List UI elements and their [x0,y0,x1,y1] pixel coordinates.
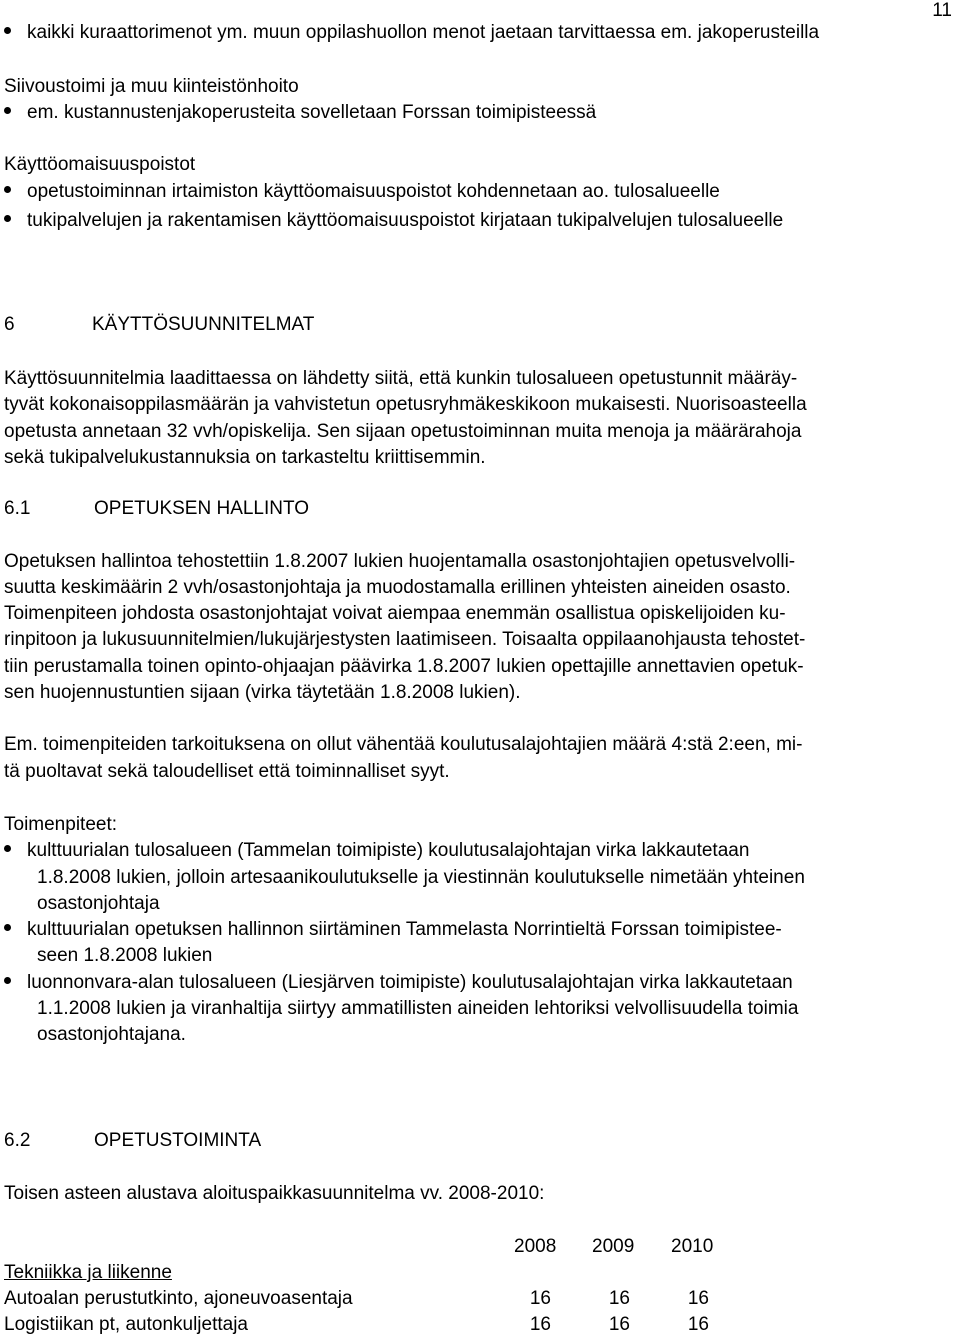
table-cell: 16 [608,1314,630,1335]
list-item-text: kulttuurialan opetuksen hallinnon siirtäminen Tammelasta Norrintieltä Forssan toimipistee- [27,919,782,940]
table-cell: 16 [687,1288,709,1309]
paragraph-line: opetusta annetaan 32 vvh/opiskelija. Sen sijaan opetustoiminnan muita menoja ja määrärahoja [4,421,802,442]
paragraph-line: Toimenpiteen johdosta osastonjohtajat voivat aiempaa enemmän osallistua opiskelijoiden ku- [4,603,786,624]
paragraph-line: tä puoltavat sekä taloudelliset että toiminnalliset syyt. [4,761,450,782]
subheading-poistot: Käyttöomaisuuspoistot [4,154,196,175]
table-row-label: Logistiikan pt, autonkuljettaja [4,1314,248,1335]
paragraph-line: suutta keskimäärin 2 vvh/osastonjohtaja ja muodostamalla erillinen yhteisten aineiden osasto. [4,577,791,598]
table-cell: 16 [529,1314,551,1335]
paragraph-line: tyvät kokonaisoppilasmäärän ja vahvistetun opetusryhmäkeskikoon mukaisesti. Nuorisoasteella [4,394,807,415]
section-number: 6 [4,314,15,335]
list-item [4,210,783,232]
table-header-year: 2008 [514,1236,557,1257]
section-number: 6.2 [4,1130,31,1151]
subheading-siivous: Siivoustoimi ja muu kiinteistönhoito [4,76,299,97]
bullet-icon [4,186,11,193]
table-intro: Toisen asteen alustava aloituspaikkasuunnitelma vv. 2008-2010: [4,1183,545,1204]
list-item-text: osastonjohtajana. [37,1024,186,1045]
bullet-icon [4,845,11,852]
paragraph-line: rinpitoon ja lukusuunnitelmien/lukujärjestysten laatimiseen. Toisaalta oppilaanohjausta tehostet- [4,629,806,650]
section-number: 6.1 [4,498,31,519]
table-cell: 16 [529,1288,551,1309]
bullet-icon [4,977,11,984]
section-title: OPETUKSEN HALLINTO [94,498,310,519]
table-header-year: 2010 [671,1236,714,1257]
bullet-icon [4,215,11,222]
paragraph-line: sekä tukipalvelukustannuksia on tarkasteltu kriittisemmin. [4,447,486,468]
list-item [4,181,720,203]
table-cell: 16 [608,1288,630,1309]
list-item-text: opetustoiminnan irtaimiston käyttöomaisuuspoistot kohdennetaan ao. tulosalueelle [27,181,720,202]
section-title: KÄYTTÖSUUNNITELMAT [92,314,315,335]
paragraph-line: Käyttösuunnitelmia laadittaessa on lähdetty siitä, että kunkin tulosalueen opetustunnit määräy- [4,368,798,389]
bullet-icon [4,27,11,34]
bullet-icon [4,924,11,931]
paragraph-line: sen huojennustuntien sijaan (virka täytetään 1.8.2008 lukien). [4,682,521,703]
list-item-text: 1.1.2008 lukien ja viranhaltija siirtyy ammatillisten aineiden lehtoriksi velvollisuudella toimia [37,998,799,1019]
list-item-text: 1.8.2008 lukien, jolloin artesaanikoulutukselle ja viestinnän koulutukselle nimetään yhteinen [37,867,805,888]
list-item-text: osastonjohtaja [37,893,160,914]
section-title: OPETUSTOIMINTA [94,1130,262,1151]
list-item [4,22,819,44]
paragraph-line: Em. toimenpiteiden tarkoituksena on ollut vähentää koulutusalajohtajien määrä 4:stä 2:een, mi- [4,734,803,755]
list-item-text: seen 1.8.2008 lukien [37,945,213,966]
table-cell: 16 [687,1314,709,1335]
page-number: 11 [932,0,952,21]
list-item-text: luonnonvara-alan tulosalueen (Liesjärven toimipiste) koulutusalajohtajan virka lakkautetaan [27,972,793,993]
list-item-text: kaikki kuraattorimenot ym. muun oppilashuollon menot jaetaan tarvittaessa em. jakoperusteilla [27,22,820,43]
table-row-label: Autoalan perustutkinto, ajoneuvoasentaja [4,1288,353,1309]
paragraph-line: tiin perustamalla toinen opinto-ohjaajan päävirka 1.8.2007 lukien opettajille annettavien opetuk- [4,656,804,677]
list-item [4,102,596,124]
list-item-text: em. kustannustenjakoperusteita sovelletaan Forssan toimipisteessä [27,102,597,123]
list-item-text: tukipalvelujen ja rakentamisen käyttöomaisuuspoistot kirjataan tukipalvelujen tulosalueelle [27,210,784,231]
paragraph-line: Opetuksen hallintoa tehostettiin 1.8.2007 lukien huojentamalla osastonjohtajien opetusvelvolli- [4,551,796,572]
bullet-icon [4,107,11,114]
measures-heading: Toimenpiteet: [4,814,118,835]
list-item-text: kulttuurialan tulosalueen (Tammelan toimipiste) koulutusalajohtajan virka lakkautetaan [27,840,750,861]
table-header-year: 2009 [592,1236,635,1257]
table-group-label: Tekniikka ja liikenne [4,1262,172,1283]
